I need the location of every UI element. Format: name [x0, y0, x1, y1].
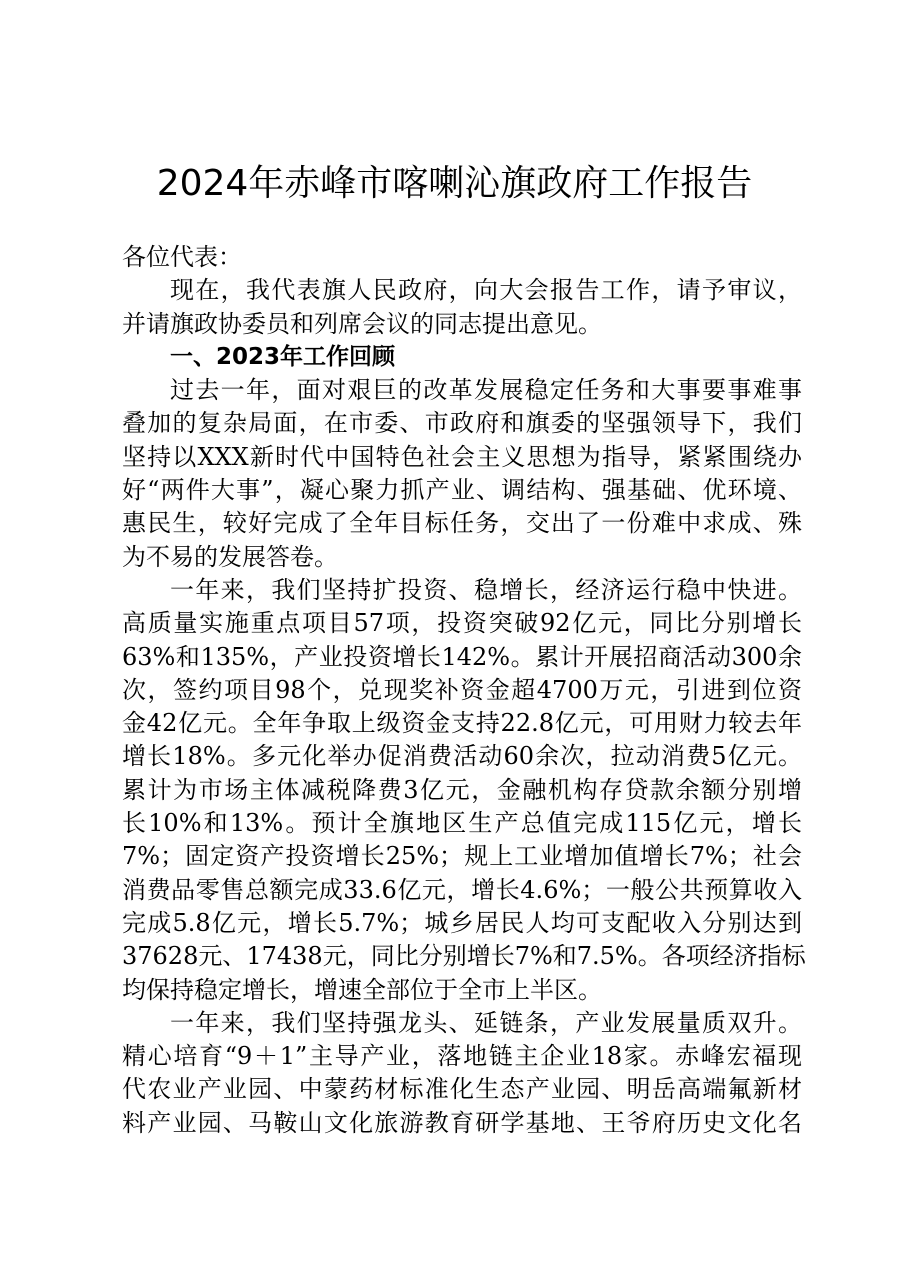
paragraph-line: 一年来，我们坚持强龙头、延链条，产业发展量质双升。 — [170, 1008, 802, 1037]
paragraph-line: 完成5.8亿元，增长5.7%；城乡居民人均可支配收入分别达到 — [122, 908, 802, 937]
paragraph-line: 37628元、17438元，同比分别增长7%和7.5%。各项经济指标 — [122, 942, 806, 971]
paragraph-line: 好“两件大事”，凝心聚力抓产业、调结构、强基础、优环境、 — [122, 476, 802, 505]
paragraph-line: 精心培育“9＋1”主导产业，落地链主企业18家。赤峰宏福现 — [122, 1042, 802, 1071]
paragraph-line: 次，签约项目98个，兑现奖补资金超4700万元，引进到位资 — [122, 675, 802, 704]
paragraph-line: 增长18%。多元化举办促消费活动60余次，拉动消费5亿元。 — [122, 742, 802, 771]
paragraph-line: 惠民生，较好完成了全年目标任务，交出了一份难中求成、殊 — [122, 509, 802, 538]
paragraph-line: 叠加的复杂局面，在市委、市政府和旗委的坚强领导下，我们 — [122, 409, 802, 438]
paragraph-line: 代农业产业园、中蒙药材标准化生态产业园、明岳高端氟新材 — [122, 1075, 802, 1104]
paragraph-line: 63%和135%，产业投资增长142%。累计开展招商活动300余 — [122, 642, 802, 671]
paragraph-line: 料产业园、马鞍山文化旅游教育研学基地、王爷府历史文化名 — [122, 1108, 802, 1137]
section-heading: 一、2023年工作回顾 — [170, 343, 396, 370]
paragraph-line: 现在，我代表旗人民政府，向大会报告工作，请予审议， — [170, 276, 802, 305]
paragraph-line: 7%；固定资产投资增长25%；规上工业增加值增长7%；社会 — [122, 842, 802, 871]
paragraph-line: 金42亿元。全年争取上级资金支持22.8亿元，可用财力较去年 — [122, 709, 802, 738]
paragraph-line: 为不易的发展答卷。 — [122, 542, 338, 571]
document-title: 2024年赤峰市喀喇沁旗政府工作报告 — [156, 163, 753, 204]
paragraph-line: 高质量实施重点项目57项，投资突破92亿元，同比分别增长 — [122, 609, 802, 638]
paragraph-line: 累计为市场主体减税降费3亿元，金融机构存贷款余额分别增 — [122, 775, 802, 804]
paragraph-line: 并请旗政协委员和列席会议的同志提出意见。 — [122, 309, 602, 338]
paragraph-line: 消费品零售总额完成33.6亿元，增长4.6%；一般公共预算收入 — [122, 875, 802, 904]
salutation: 各位代表： — [122, 243, 242, 271]
paragraph-line: 均保持稳定增长，增速全部位于全市上半区。 — [122, 975, 602, 1004]
document-body — [122, 241, 806, 1140]
paragraph-line: 过去一年，面对艰巨的改革发展稳定任务和大事要事难事 — [170, 376, 802, 405]
paragraph-line: 一年来，我们坚持扩投资、稳增长，经济运行稳中快进。 — [170, 575, 802, 604]
paragraph-line: 坚持以XXX新时代中国特色社会主义思想为指导，紧紧围绕办 — [122, 442, 802, 471]
paragraph-line: 长10%和13%。预计全旗地区生产总值完成115亿元，增长 — [122, 809, 802, 838]
